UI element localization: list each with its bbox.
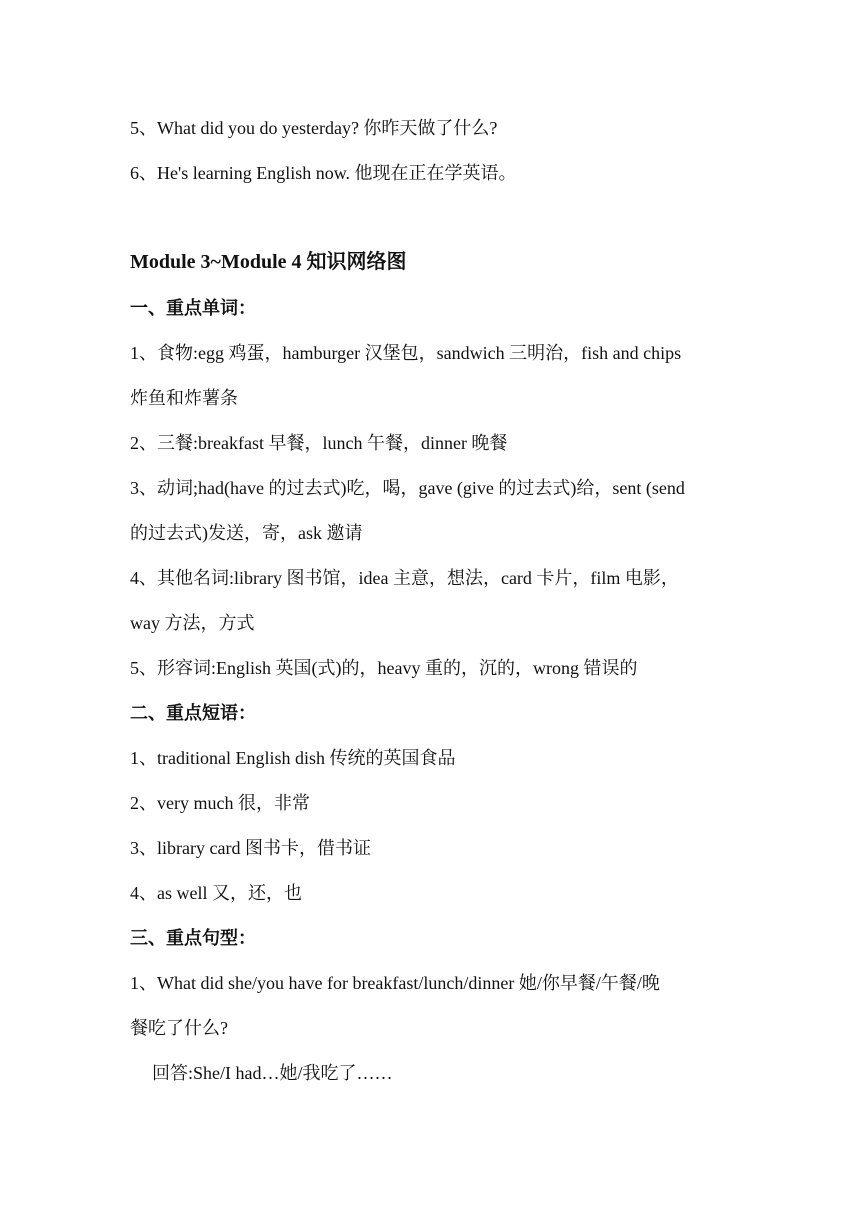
module-heading: Module 3~Module 4 知识网络图 [130,251,407,273]
section-heading-sentences: 三、重点句型： [130,928,256,948]
word-list-line: way 方法，方式 [130,613,255,633]
word-list-line: 炸鱼和炸薯条 [130,388,238,408]
phrase-list-line: 1、traditional English dish 传统的英国食品 [130,748,456,768]
sentence-pattern-line: 1、What did she/you have for breakfast/lunch/dinner 她/你早餐/午餐/晚 [130,973,660,993]
phrase-list-line: 3、library card 图书卡，借书证 [130,838,371,858]
phrase-list-line: 2、very much 很，非常 [130,793,310,813]
word-list-line: 的过去式)发送，寄，ask 邀请 [130,523,363,543]
word-list-line: 1、食物:egg 鸡蛋，hamburger 汉堡包，sandwich 三明治，fish and chips [130,343,682,363]
phrase-list-line: 4、as well 又，还，也 [130,883,302,903]
sentence-pattern-line: 餐吃了什么? [130,1018,228,1038]
word-list-line: 2、三餐:breakfast 早餐，lunch 午餐，dinner 晚餐 [130,433,508,453]
sentence-line-5: 5、What did you do yesterday? 你昨天做了什么? [130,118,498,138]
section-heading-phrases: 二、重点短语： [130,703,256,723]
word-list-line: 3、动词;had(have 的过去式)吃，喝，gave (give 的过去式)给，sent (send [130,478,685,498]
answer-line: 回答:She/I had…她/我吃了…… [152,1063,393,1083]
word-list-line: 4、其他名词:library 图书馆，idea 主意，想法，card 卡片，film 电影， [130,568,679,588]
section-heading-words: 一、重点单词： [130,298,256,318]
sentence-line-6: 6、He's learning English now. 他现在正在学英语。 [130,163,517,183]
word-list-line: 5、形容词:English 英国(式)的，heavy 重的，沉的，wrong 错误的 [130,658,638,678]
